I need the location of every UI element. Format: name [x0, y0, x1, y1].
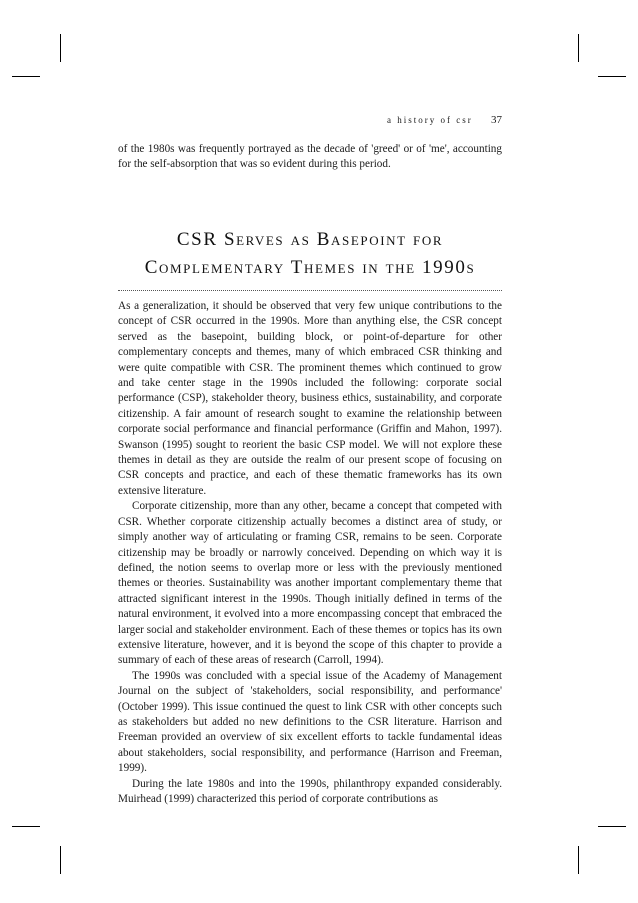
- crop-mark-bottom-right: [598, 826, 626, 827]
- section-heading-line-2: Complementary Themes in the 1990s: [144, 257, 476, 278]
- crop-mark-bottom-right: [578, 846, 579, 874]
- paragraph: The 1990s was concluded with a special issue of the Academy of Management Journal on the subject of 'stakeholders, social responsibility, and performance' (October 1999). This issue continued the quest to link CSR with other concepts such as stakeholders but added no new definitions to the CSR literature. Harrison and Freeman provided an overview of six excellent efforts to tackle fundamental ideas about stakeholders, social responsibility, and performance (Harrison and Freeman, 1999).: [118, 669, 502, 775]
- crop-mark-top-right: [578, 34, 579, 62]
- opening-text: [118, 142, 502, 173]
- body-text: [118, 299, 502, 807]
- crop-mark-bottom-left: [12, 826, 40, 827]
- paragraph: Corporate citizenship, more than any other, became a concept that competed with CSR. Whether corporate citizenship actually becomes a distinct area of study, or simply another way of articulating or framing CSR, remains to be seen. Corporate citizenship may be broadly or narrowly conceived. Depending on which way it is defined, the notion seems to overlap more or less with the previously mentioned themes or theories. Sustainability was another important complementary theme that attracted significant interest in the 1990s. Though initially defined in terms of the natural environment, it evolved into a more encompassing concept that embraced the larger social and stakeholder environment. Each of these themes or topics has its own extensive literature, however, and it is beyond the scope of this chapter to provide a summary of each of these areas of research (Carroll, 1994).: [118, 500, 502, 667]
- heading-dotted-rule: [118, 290, 502, 291]
- section-heading-line-1: CSR Serves as Basepoint for: [176, 229, 444, 250]
- crop-mark-top-right: [598, 76, 626, 77]
- running-head-title: a history of csr: [387, 115, 473, 125]
- paragraph: During the late 1980s and into the 1990s, philanthropy expanded considerably. Muirhead (1999) characterized this period of corporate contributions as: [118, 777, 502, 805]
- paragraph: As a generalization, it should be observed that very few unique contributions to the concept of CSR occurred in the 1990s. More than anything else, the CSR concept served as the basepoint, building block, or point-of-departure for other complementary concepts and themes, many of which embraced CSR thinking and were quite compatible with CSR. The prominent themes which continued to grow and take center stage in the 1990s included the following: corporate social performance (CSP), stakeholder theory, business ethics, sustainability, and corporate citizenship. A fair amount of research sought to examine the relationship between corporate social performance and financial performance (Griffin and Mahon, 1997). Swanson (1995) sought to reorient the basic CSP model. We will not explore these themes in detail as they are outside the realm of our present scope of focusing on CSR concepts and practice, and each of these thematic frameworks has its own extensive literature.: [118, 300, 502, 497]
- section-heading: [118, 226, 502, 282]
- paragraph: of the 1980s was frequently portrayed as the decade of 'greed' or of 'me', accounting for the self-absorption that was so evident during this period.: [118, 143, 502, 171]
- crop-mark-top-left: [60, 34, 61, 62]
- crop-mark-top-left: [12, 76, 40, 77]
- page-number: 37: [491, 114, 502, 126]
- running-head: [118, 114, 502, 126]
- crop-mark-bottom-left: [60, 846, 61, 874]
